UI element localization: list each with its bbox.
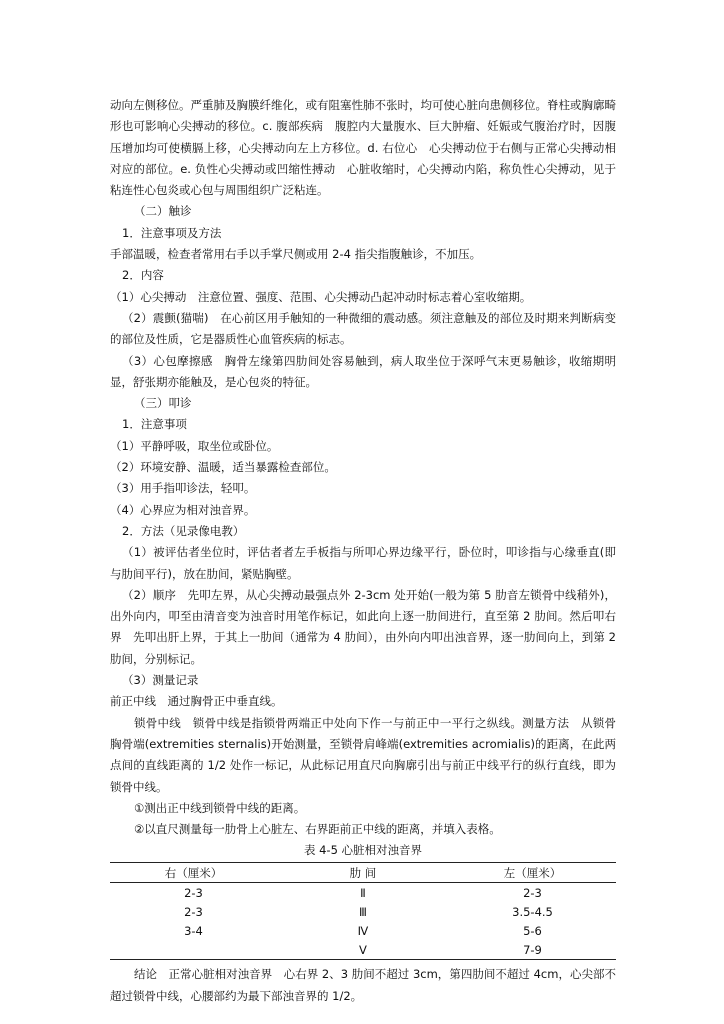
paragraph-midline: 前正中线 通过胸骨正中垂直线。 [110, 694, 283, 709]
cell-left: 3.5-4.5 [512, 904, 553, 919]
subheading-percussion-notes: 1．注意事项 [122, 417, 187, 432]
note-item-3: （3）用手指叩诊法，轻叩。 [110, 481, 256, 496]
step-1: ①测出正中线到锁骨中线的距离。 [134, 800, 306, 815]
cell-intercostal: Ⅳ [357, 923, 369, 938]
document-page [110, 95, 616, 1007]
cell-right: 2-3 [184, 885, 203, 900]
cell-right: 3-4 [184, 923, 203, 938]
paragraph-midclavicular-line: 锁骨中线 锁骨中线是指锁骨两端正中处向下作一与前正中一平行之纵线。测量方法 从锁骨胸骨端(extremities sternalis)开始测量，至锁骨肩峰端(extremities acromialis)的距离，在此两点间的直线距离的 1/2 处作一标记，从此标记用直尺向胸廓引出与前正中线平行的纵行直线，即为锁骨中线。 [110, 715, 616, 794]
step-2: ②以直尺测量每一肋骨上心脏左、右界距前正中线的距离，并填入表格。 [134, 822, 501, 837]
note-item-1: （1）平静呼吸，取坐位或卧位。 [110, 438, 279, 453]
cell-right [110, 940, 277, 960]
cell-left: 5-6 [523, 923, 542, 938]
note-item-2: （2）环境安静、温暖，适当暴露检查部位。 [110, 460, 336, 475]
paragraph-position: （1）被评估者坐位时，评估者者左手板指与所叩心界边缘平行，卧位时，叩诊指与心缘垂直(即与肋间平行)，放在肋间，紧贴胸壁。 [110, 545, 616, 581]
header-right-cm: 右（厘米） [110, 863, 277, 883]
cell-intercostal: Ⅱ [360, 885, 366, 900]
cell-left: 2-3 [523, 885, 542, 900]
table-header-row [110, 863, 616, 883]
paragraph-sequence: （2）顺序 先叩左界，从心尖搏动最强点外 2-3cm 处开始(一般为第 5 肋音左锁骨中线稍外)，出外向内，叩至由清音变为浊音时用笔作标记，如此向上逐一肋间进行，直至第 2 肋间。然后叩右界 先叩出肝上界，于其上一肋间（通常为 4 肋间），由外向内叩出浊音界，逐一肋间向上，到第 2 肋间，分别标记。 [110, 587, 616, 666]
header-left-cm: 左（厘米） [449, 863, 616, 883]
header-intercostal: 肋 间 [277, 863, 449, 883]
paragraph-conclusion: 结论 正常心脏相对浊音界 心右界 2、3 肋间不超过 3cm，第四肋间不超过 4cm，心尖部不超过锁骨中线，心腰部约为最下部浊音界的 1/2。 [110, 967, 616, 1003]
heading-percussion: （三）叩诊 [134, 396, 192, 411]
table-row [110, 921, 616, 940]
cell-intercostal: Ⅲ [359, 904, 367, 919]
subheading-palpation-notes: 1．注意事项及方法 [122, 225, 222, 240]
subheading-percussion-method: 2．方法（见录像电教） [122, 523, 245, 538]
cell-right: 2-3 [184, 904, 203, 919]
subheading-measurement: （3）测量记录 [122, 673, 199, 688]
note-item-4: （4）心界应为相对浊音界。 [110, 502, 256, 517]
table-row [110, 902, 616, 921]
cell-intercostal: Ⅴ [277, 940, 449, 960]
paragraph-displacement: 动向左侧移位。严重肺及胸膜纤维化，或有阻塞性肺不张时，均可使心脏向患侧移位。脊柱或胸廓畸形也可影响心尖搏动的移位。c. 腹部疾病 腹腔内大量腹水、巨大肿瘤、妊娠或气腹治疗时，因腹压增加均可使横膈上移，心尖搏动向左上方移位。d. 右位心 心尖搏动位于右侧与正常心尖搏动相对应的部位。e. 负性心尖搏动或凹缩性搏动 心脏收缩时，心尖搏动内陷，称负性心尖搏动，见于粘连性心包炎或心包与周围组织广泛粘连。 [110, 98, 616, 198]
paragraph-pericardial-friction: （3）心包摩擦感 胸骨左缘第四肋间处容易触到，病人取坐位于深呼气末更易触诊，收缩期明显，舒张期亦能触及，是心包炎的特征。 [110, 353, 616, 389]
table-row [110, 883, 616, 903]
table-row [110, 940, 616, 960]
heading-palpation: （二）触诊 [134, 204, 192, 219]
table-caption: 表 4-5 心脏相对浊音界 [303, 843, 423, 858]
paragraph-palpation-method: 手部温暖，检查者常用右手以手掌尺侧或用 2-4 指尖指腹触诊，不加压。 [110, 247, 482, 262]
paragraph-apex-beat: （1）心尖搏动 注意位置、强度、范围、心尖搏动凸起冲动时标志着心室收缩期。 [110, 289, 532, 304]
subheading-palpation-content: 2．内容 [122, 268, 164, 283]
cardiac-dullness-table [110, 862, 616, 960]
paragraph-thrill: （2）震颤(猫喘) 在心前区用手触知的一种微细的震动感。须注意触及的部位及时期来判断病变的部位及性质，它是器质性心血管疾病的标志。 [110, 310, 616, 347]
cell-left: 7-9 [449, 940, 616, 960]
